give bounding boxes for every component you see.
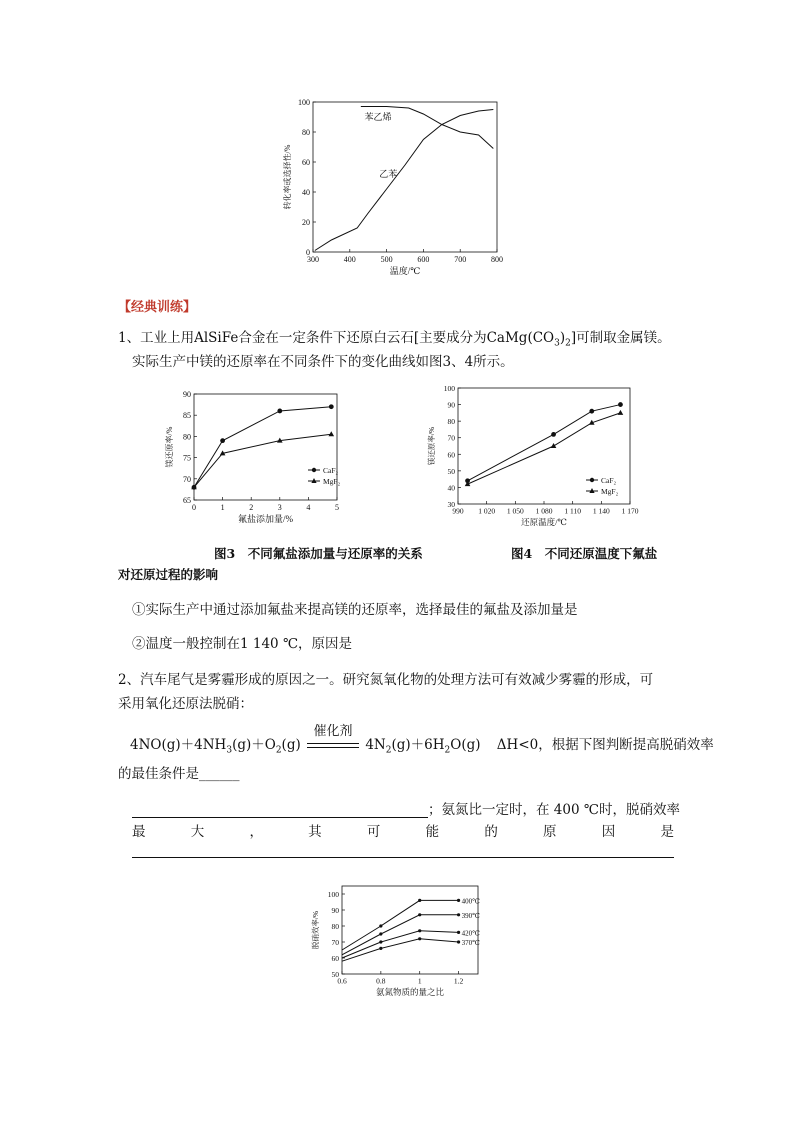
q2-equation: [130, 724, 714, 756]
series-label-370℃: 370℃: [461, 939, 480, 947]
data-point: [379, 940, 382, 943]
series-label-420℃: 420℃: [461, 929, 480, 938]
chart-fig4: [420, 378, 640, 533]
q1-line1-text: 1、工业上用AlSiFe合金在一定条件下还原白云石[主要成分为CaMg(CO: [118, 330, 555, 346]
q1-sub1: ①实际生产中通过添加氟盐来提高镁的还原率，选择最佳的氟盐及添加量是: [132, 602, 578, 618]
data-point: [418, 899, 421, 902]
plot-frame: [313, 102, 497, 252]
data-point: [418, 937, 421, 940]
x-tick-label: 800: [491, 255, 503, 264]
eq-right-sub: 2: [385, 745, 392, 756]
eq-double-line: [307, 743, 359, 748]
legend-label-mgf2: MgF₂: [323, 477, 341, 486]
chart-top: [270, 90, 520, 285]
q2-line2: 采用氧化还原法脱硝：: [118, 696, 253, 712]
y-tick-label: 80: [331, 922, 339, 931]
series-label-390℃: 390℃: [461, 911, 480, 920]
y-tick-label: 80: [447, 417, 455, 427]
data-point: [379, 924, 382, 927]
series-line-400℃: [342, 900, 459, 950]
y-tick-label: 75: [183, 453, 191, 463]
q1-line1-tail: ]可制取金属镁。: [570, 330, 671, 346]
y-tick-label: 0: [306, 248, 310, 257]
q2-word: 原: [543, 824, 557, 840]
x-tick-label: 0.6: [337, 976, 347, 986]
q2-word: 的: [484, 824, 498, 840]
x-axis-label: 温度/℃: [389, 266, 421, 276]
caption-cont: 对还原过程的影响: [118, 567, 219, 582]
y-tick-label: 90: [331, 906, 339, 915]
delta-h: ΔH<0，根据下图判断提高脱硝效率: [496, 737, 714, 753]
q1-line2: 实际生产中镁的还原率在不同条件下的变化曲线如图3、4所示。: [132, 354, 514, 370]
catalyst-label: 催化剂: [313, 724, 353, 739]
q2-word: 因: [601, 824, 616, 840]
y-tick-label: 65: [183, 496, 191, 505]
y-axis-label: 镁还原率/%: [427, 426, 436, 466]
q1-line1: [118, 332, 671, 349]
legend-label-mgf2: MgF₂: [601, 487, 619, 496]
x-tick-label: 1 050: [506, 506, 524, 516]
q2-word: ，: [249, 824, 263, 840]
eq-sub2: 2: [275, 745, 282, 756]
x-tick-label: 1.2: [453, 976, 464, 986]
q2-word: 能: [425, 824, 440, 840]
eq-right: 4N: [365, 737, 386, 753]
data-point: [418, 929, 421, 932]
y-tick-label: 70: [447, 433, 455, 443]
q1-sub-2: 2: [565, 338, 571, 349]
q2-word: 可: [366, 824, 381, 840]
series-line-ethylbenzene: [315, 110, 493, 251]
answer-blank-1[interactable]: [132, 817, 428, 818]
series-line-mgf2: [194, 434, 331, 487]
data-point-caf2: [329, 404, 334, 409]
y-tick-label: 90: [183, 390, 191, 399]
y-tick-label: 80: [302, 128, 310, 137]
y-tick-label: 20: [302, 218, 310, 227]
series-line-mgf2: [468, 413, 621, 484]
x-tick-label: 1 020: [478, 506, 496, 516]
chart-denox: [308, 878, 498, 1013]
data-point-mgf2: [551, 443, 557, 448]
eq-right3: O(g): [450, 737, 481, 753]
y-tick-label: 60: [302, 158, 310, 167]
x-axis-label: 还原温度/℃: [521, 517, 567, 527]
eq-right2: (g)＋6H: [391, 737, 445, 753]
y-tick-label: 60: [331, 954, 339, 963]
x-tick-label: 5: [335, 503, 339, 512]
answer-blank-2[interactable]: [132, 857, 674, 858]
y-tick-label: 50: [331, 970, 339, 979]
data-point-caf2: [618, 402, 623, 407]
legend-marker-caf2: [312, 468, 316, 472]
y-tick-label: 50: [447, 466, 455, 476]
series-line-420℃: [342, 931, 459, 958]
fig4-caption: 图4 不同还原温度下氟盐: [511, 546, 658, 561]
data-point-mgf2: [328, 431, 334, 436]
y-tick-label: 40: [302, 188, 310, 197]
x-tick-label: 700: [454, 255, 467, 264]
legend-marker-caf2: [590, 478, 594, 482]
y-tick-label: 100: [443, 384, 455, 393]
q2-word: 其: [308, 824, 322, 840]
data-point: [379, 932, 382, 935]
eq-mid: (g)＋O: [232, 737, 276, 753]
y-tick-label: 100: [327, 890, 339, 899]
x-tick-label: 0.8: [376, 976, 386, 986]
q2-line1: 2、汽车尾气是雾霾形成的原因之一。研究氮氧化物的处理方法可有效减少雾霾的形成，可: [118, 672, 654, 688]
x-tick-label: 4: [306, 503, 311, 512]
q2-word: 大: [190, 824, 205, 840]
series-label-styrene: 苯乙烯: [364, 112, 392, 122]
x-axis-label: 氨氮物质的量之比: [375, 987, 445, 997]
series-line-caf2: [468, 405, 621, 481]
q1-line1-end: ): [559, 330, 566, 346]
q1-sub2: ②温度一般控制在1 140 ℃，原因是: [132, 636, 353, 652]
data-point-caf2: [220, 438, 225, 443]
series-label-400℃: 400℃: [461, 897, 480, 906]
x-tick-label: 1 140: [592, 506, 610, 516]
y-axis-label: 脱硝效率/%: [311, 910, 320, 950]
q2-word: 是: [660, 824, 674, 840]
data-point-mgf2: [618, 410, 624, 415]
y-tick-label: 70: [331, 938, 339, 947]
data-point-caf2: [277, 409, 282, 414]
series-line-390℃: [342, 915, 459, 955]
x-tick-label: 990: [452, 506, 464, 516]
data-point: [418, 913, 421, 916]
chart-fig3: [158, 382, 358, 532]
y-tick-label: 90: [447, 400, 455, 410]
data-point: [457, 931, 460, 934]
eq-arrow: [305, 724, 361, 753]
x-tick-label: 0: [192, 503, 196, 512]
data-point: [457, 940, 460, 943]
x-tick-label: 2: [249, 503, 254, 512]
y-tick-label: 70: [183, 474, 191, 484]
eq-left: 4NO(g)＋4NH: [130, 737, 227, 753]
legend-label-caf2: CaF₂: [601, 476, 617, 485]
x-tick-label: 600: [417, 255, 430, 264]
y-axis-label: 镁还原率/%: [165, 426, 174, 468]
y-tick-label: 100: [298, 98, 310, 107]
eq-right-sub2: 2: [444, 745, 451, 756]
data-point-caf2: [551, 432, 556, 437]
x-axis-label: 氟盐添加量/%: [238, 514, 293, 524]
x-tick-label: 1: [220, 503, 225, 512]
series-label-ethylbenzene: 乙苯: [379, 169, 398, 179]
series-line-caf2: [194, 407, 331, 488]
plot-frame: [194, 394, 337, 500]
fig3-caption: 图3 不同氟盐添加量与还原率的关系: [214, 546, 423, 561]
q2-line5-tail: ；氨氮比一定时，在 400 ℃时，脱硝效率: [428, 802, 680, 818]
q1-sub-3: 3: [554, 338, 560, 349]
x-tick-label: 400: [343, 255, 356, 264]
y-tick-label: 40: [447, 483, 455, 493]
y-tick-label: 80: [183, 432, 191, 442]
x-tick-label: 3: [277, 503, 282, 512]
y-axis-label: 转化率或选择性/%: [283, 144, 292, 210]
y-tick-label: 30: [447, 500, 455, 509]
eq-sub3: 3: [226, 745, 233, 756]
eq-mid2: (g): [281, 737, 301, 753]
section-heading: 【经典训练】: [118, 300, 197, 315]
y-tick-label: 85: [183, 411, 191, 421]
data-point: [457, 899, 460, 902]
data-point: [379, 947, 382, 950]
x-tick-label: 1: [417, 976, 422, 986]
q2-word: 最: [132, 824, 146, 840]
x-tick-label: 1 080: [535, 506, 553, 516]
legend-label-caf2: CaF₂: [323, 466, 339, 475]
series-line-370℃: [342, 939, 459, 961]
x-tick-label: 1 110: [564, 506, 581, 516]
q2-line4: 的最佳条件是______: [118, 766, 240, 782]
data-point: [457, 913, 460, 916]
q2-line6: [132, 826, 674, 840]
data-point-caf2: [589, 409, 594, 414]
x-tick-label: 500: [380, 255, 393, 264]
x-tick-label: 300: [307, 255, 319, 264]
x-tick-label: 1 170: [621, 506, 639, 516]
y-tick-label: 60: [447, 450, 455, 460]
